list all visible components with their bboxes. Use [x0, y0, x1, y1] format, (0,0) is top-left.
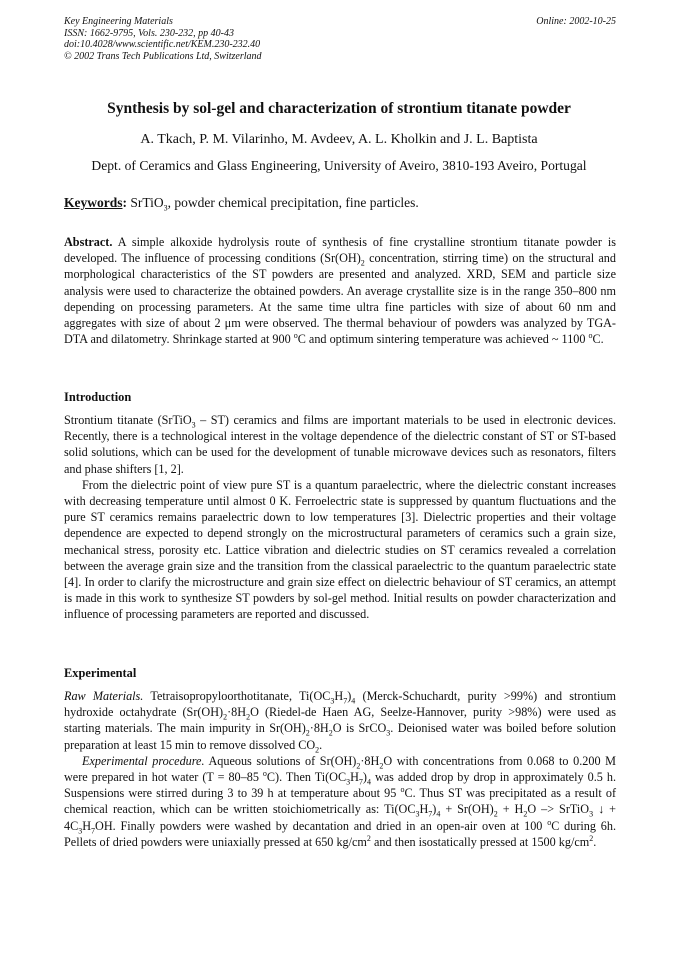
exp-text: . [593, 834, 597, 849]
paper-title: Synthesis by sol-gel and characterization of strontium titanate powder [107, 100, 571, 117]
exp-subscript: 2 [356, 761, 361, 771]
exp-subscript: 2 [328, 728, 333, 738]
issn-line: ISSN: 1662-9795, Vols. 230-232, pp 40-43 [64, 27, 234, 39]
exp-text: ) [432, 802, 437, 817]
exp-text: ·8H [360, 753, 380, 768]
abstract-text: concentration, stirring time) on the structural and morphological characteristics of the ST powders are presented and analyzed. XRD, SEM and particle size analysis were used to characterize the obtained powders. An average crystallite size is in the range 350–800 nm depending on processing parameters. At the same time ultra fine particles with size of about 60 nm and aggregates with size of about 2 μm were observed. The thermal behaviour of powders was analyzed by TGA-DTA and dilatometry. Shrinkage started at 900 [64, 251, 616, 347]
exp-superscript: 2 [589, 833, 594, 843]
exp-text: . [319, 737, 323, 752]
exp-text: ·8H [309, 721, 329, 736]
intro-subscript: 3 [191, 420, 196, 430]
experimental-heading: Experimental [64, 666, 137, 680]
experimental-section [64, 688, 616, 850]
procedure-lead: Experimental procedure. [82, 753, 205, 768]
exp-subscript: 2 [523, 809, 528, 819]
procedure-paragraph [64, 753, 616, 850]
exp-subscript: 3 [346, 777, 351, 787]
exp-subscript: 2 [305, 728, 310, 738]
intro-text: Strontium titanate (SrTiO [64, 413, 192, 427]
exp-text: ) [347, 689, 352, 703]
affiliation: Dept. of Ceramics and Glass Engineering, University of Aveiro, 3810-193 Aveiro, Portugal [91, 158, 587, 173]
doi-line: doi:10.4028/www.scientific.net/KEM.230-232.40 [64, 39, 261, 50]
journal-header [64, 16, 616, 62]
exp-subscript: 4 [436, 809, 441, 819]
exp-text: was added drop by drop in approximately 0.5 h. Suspensions were stirred during 3 to 39 h at temperature about 95 [64, 770, 616, 801]
keywords-label: Keywords [64, 195, 123, 210]
exp-text: C). Then Ti(OC [266, 770, 347, 785]
exp-subscript: 3 [415, 809, 420, 819]
abstract-text: C and optimum sintering temperature was achieved ~ 1100 [297, 332, 589, 347]
exp-text: . Deionised water was boiled before solution preparation at least 15 min to remove dissolved CO [64, 721, 616, 752]
intro-text: – ST) ceramics and films are important materials to be used in electronic devices. Recently, there is a technological interest in the voltage dependence of the dielectric constant of ST or ST-based solid solutions, which can be used for the development of tunable microwave devices such as resonators, filters and phase shifters [1, 2]. [64, 413, 616, 476]
exp-subscript: 7 [91, 826, 96, 836]
exp-text: + Sr(OH) [440, 802, 494, 817]
journal-name: Key Engineering Materials [64, 16, 173, 27]
exp-text: O –> SrTiO [527, 802, 590, 817]
exp-subscript: 7 [358, 777, 363, 787]
introduction-paragraph [64, 412, 616, 477]
exp-text: Aqueous solutions of Sr(OH) [204, 753, 357, 768]
exp-subscript: 4 [366, 777, 371, 787]
exp-subscript: 2 [493, 809, 498, 819]
online-date: Online: 2002-10-25 [536, 16, 616, 27]
exp-subscript: 3 [589, 809, 594, 819]
exp-text: (Merck-Schuchardt, purity >99%) and strontium hydroxide octahydrate (Sr(OH) [64, 689, 616, 720]
exp-text: and then isostatically pressed at 1500 kg/cm [370, 834, 590, 849]
abstract-superscript: o [293, 331, 298, 341]
exp-text: ) [362, 770, 367, 785]
exp-superscript: o [262, 768, 267, 778]
exp-text: C during 6h. Pellets of dried powders were uniaxially pressed at 650 kg/cm [64, 818, 616, 849]
exp-subscript: 2 [379, 761, 384, 771]
abstract-section [64, 234, 616, 347]
exp-text: H [334, 689, 344, 703]
exp-text: ·8H [227, 705, 247, 720]
exp-text: H [350, 770, 359, 785]
copyright-line: © 2002 Trans Tech Publications Ltd, Switzerland [64, 50, 262, 62]
exp-text: ↓ + 4C [64, 802, 617, 833]
introduction-section [64, 412, 616, 623]
exp-superscript: o [400, 785, 405, 795]
abstract-paragraph [64, 234, 616, 347]
exp-subscript: 7 [428, 809, 433, 819]
abstract-text: A simple alkoxide hydrolysis route of synthesis of fine crystalline strontium titanate powder is developed. The influence of processing conditions (Sr(OH) [64, 235, 616, 266]
exp-subscript: 4 [351, 696, 356, 706]
exp-text: C. Thus ST was precipitated as a result of chemical reaction, which can be written stoichiometrically as: Ti(OC [64, 786, 617, 817]
exp-text: O (Riedel-de Haen AG, Seelze-Hannover, purity >98%) were used as starting materials. The main impurity in Sr(OH) [64, 705, 616, 736]
exp-subscript: 3 [330, 696, 335, 706]
exp-text: H [82, 818, 92, 833]
exp-text: O with concentrations from 0.068 to 0.200 M were prepared in hot water (T = 80–85 [64, 753, 617, 785]
exp-subscript: 2 [315, 745, 320, 755]
raw-materials-lead: Raw Materials. [64, 689, 144, 703]
exp-text: Tetraisopropyloorthotitanate, Ti(OC [143, 689, 331, 703]
exp-subscript: 7 [343, 696, 348, 706]
abstract-text: C. [592, 332, 604, 347]
introduction-heading: Introduction [64, 390, 132, 404]
exp-text: H [419, 802, 429, 817]
keywords-line [64, 195, 616, 211]
exp-superscript: 2 [366, 833, 371, 843]
exp-subscript: 3 [78, 826, 83, 836]
exp-subscript: 2 [246, 712, 251, 722]
keywords-subscript: 3 [163, 203, 168, 213]
keywords-colon: : [122, 195, 127, 210]
exp-text: + H [497, 802, 524, 817]
keywords-text: SrTiO [127, 195, 164, 210]
exp-text: O is SrCO [332, 721, 387, 736]
abstract-lead: Abstract. [64, 235, 113, 249]
abstract-superscript: o [588, 331, 593, 341]
exp-superscript: o [547, 817, 552, 827]
keywords-text: , powder chemical precipitation, fine particles. [167, 195, 419, 210]
author-list: A. Tkach, P. M. Vilarinho, M. Avdeev, A. L. Kholkin and J. L. Baptista [140, 132, 538, 147]
exp-subscript: 3 [386, 728, 391, 738]
introduction-paragraph: From the dielectric point of view pure ST is a quantum paraelectric, where the dielectric constant increases with decreasing temperature until almost 0 K. Ferroelectric state is suppressed by quantum fluctuations and the pure ST ceramics remains paraelectric down to low temperatures [3]. Dielectric properties and their voltage dependence are expected to depend strongly on the microstructural parameters of ceramics such a grain size, mechanical stress, porosity etc. Lattice vibration and dielectric studies on ST ceramics revealed a correlation between the average grain size and the transition from the classical paraelectric to the quantum paraelectric state [4]. In order to clarify the microstructure and grain size effect on dielectric behaviour of ST ceramics, an attempt is made in this work to synthesize ST powders by sol-gel method. Initial results on powder characterization and influence of processing parameters are reported and discussed. [64, 477, 616, 622]
exp-text: OH. Finally powders were washed by decantation and dried in an open-air oven at 100 [95, 818, 548, 833]
abstract-subscript: 2 [360, 258, 365, 268]
exp-subscript: 2 [223, 712, 228, 722]
raw-materials-paragraph [64, 688, 616, 753]
